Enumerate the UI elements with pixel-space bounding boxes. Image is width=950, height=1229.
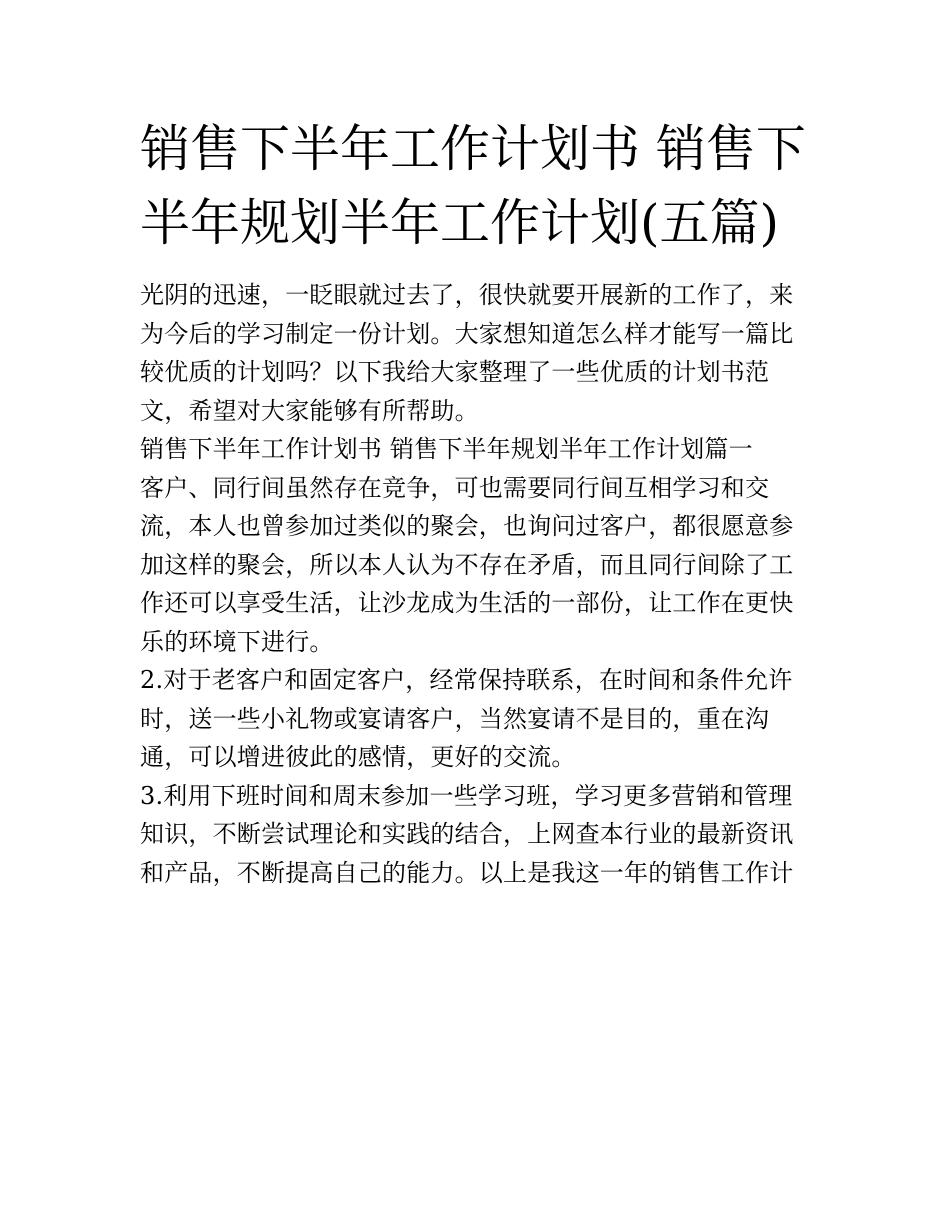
body-paragraph-2: 2.对于老客户和固定客户，经常保持联系，在时间和条件允许时，送一些小礼物或宴请客户，当然宴请不是目的，重在沟通，可以增进彼此的感情，更好的交流。 — [140, 666, 793, 771]
body-paragraph-1: 客户、同行间虽然存在竞争，可也需要同行间互相学习和交流，本人也曾参加过类似的聚会，也询问过客户，都很愿意参加这样的聚会，所以本人认为不存在矛盾，而且同行间除了工作还可以享受生活，让沙龙成为生活的一部份，让工作在更快乐的环境下进行。 — [140, 473, 794, 656]
document-body — [140, 112, 815, 892]
title-line-1: 销售下半年工作计划书 销售下 — [140, 120, 806, 178]
body-paragraph-3: 3.利用下班时间和周末参加一些学习班，学习更多营销和管理知识，不断尝试理论和实践的结合，上网查本行业的最新资讯和产品，不断提高自己的能力。以上是我这一年的销售工作计 — [140, 781, 794, 887]
section-heading: 销售下半年工作计划书 销售下半年规划半年工作计划篇一 — [140, 435, 753, 463]
title-line-2: 半年规划半年工作计划(五篇) — [140, 194, 780, 252]
document-title — [140, 112, 815, 260]
intro-paragraph: 光阴的迅速，一眨眼就过去了，很快就要开展新的工作了，来为今后的学习制定一份计划。大家想知道怎么样才能写一篇比较优质的计划吗？以下我给大家整理了一些优质的计划书范文，希望对大家能够有所帮助。 — [140, 281, 794, 425]
